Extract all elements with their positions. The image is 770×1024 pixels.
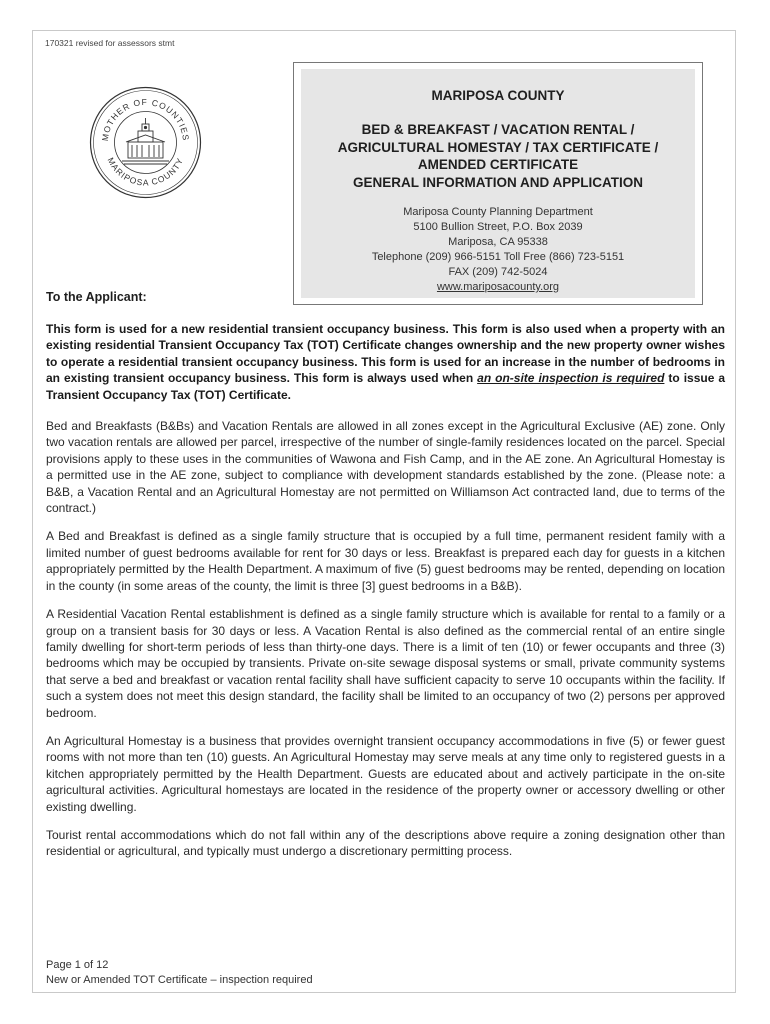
footer-subtitle: New or Amended TOT Certificate – inspection required [46, 974, 313, 986]
tourist-rental-paragraph: Tourist rental accommodations which do not fall within any of the descriptions above require a zoning designation other than residential or agricultural, and typically must undergo a discretionary permitting process. [46, 827, 725, 859]
department-name: Mariposa County Planning Department [403, 206, 593, 218]
street-address: 5100 Bullion Street, P.O. Box 2039 [413, 221, 583, 233]
intro-text: This form is used for a new residential transient occupancy business. This form is also used when a property with an existing residential Transient Occupancy Tax (TOT) Certificate changes ownership and the new property owner wishes to operate a residential transient occupancy business. This form is used for an increase in the number of bedrooms in an existing transient occupancy business. This form is always used when [46, 322, 725, 386]
header-box [293, 62, 703, 305]
form-title-line: AMENDED CERTIFICATE [417, 157, 579, 172]
form-title [301, 121, 695, 191]
intro-paragraph [46, 321, 725, 403]
page-number: Page 1 of 12 [46, 959, 109, 971]
form-title-line: AGRICULTURAL HOMESTAY / TAX CERTIFICATE / [337, 139, 659, 155]
header-panel [301, 69, 695, 298]
to-applicant-heading: To the Applicant: [46, 290, 147, 304]
courthouse-icon [122, 118, 169, 164]
form-title-line: GENERAL INFORMATION AND APPLICATION [353, 174, 643, 190]
intro-text-end: to issue a Transient Occupancy Tax (TOT) Certificate. [46, 371, 726, 402]
revision-note: 170321 revised for assessors stmt [45, 38, 175, 48]
telephone: Telephone (209) 966-5151 Toll Free (866) 723-5151 [371, 251, 625, 263]
website-link[interactable]: www.mariposacounty.org [436, 281, 560, 293]
agricultural-homestay-definition: An Agricultural Homestay is a business that provides overnight transient occupancy accommodations in five (5) or fewer guest rooms with not more than ten (10) guests. An Agricultural Homestay may serve meals at any time only to registered guests in a kitchen appropriately permitted by the Health Department. Guests are educated about and actively participate in the on-site agricultural activities. Agricultural homestays are located in the residence of the property owner or accessory dwelling or other existing dwelling. [46, 733, 725, 814]
county-seal-logo [88, 85, 203, 200]
city-address: Mariposa, CA 95338 [448, 236, 548, 248]
county-title: MARIPOSA COUNTY [431, 88, 565, 103]
seal-bottom-text: MARIPOSA COUNTY [105, 155, 186, 188]
vacation-rental-definition: A Residential Vacation Rental establishment is defined as a single family structure which is available for rental to a family or a group on a transient basis for 30 days or less. A Vacation Rental is also defined as the commercial rental of an entire single family dwelling for short-term periods of less than thirty-one days. There is a limit of ten (10) or fewer occupants and three (3) bedrooms which may be occupied by transients. Private on-site sewage disposal systems or small, private community systems that serve a bed and breakfast or vacation rental facility shall have sufficient capacity to serve 10 occupants within the facility. If such a system does not meet this design standard, the facility shall be limited to an occupancy of two (2) persons per approved bedroom. [46, 607, 725, 720]
form-title-line: BED & BREAKFAST / VACATION RENTAL / [361, 122, 635, 137]
bed-and-breakfast-definition: A Bed and Breakfast is defined as a single family structure that is occupied by a full time, permanent resident family with a limited number of guest bedrooms available for rent for 30 days or less. Breakfast is prepared each day for guests in a kitchen appropriately permitted by the Health Department. A maximum of five (5) guest bedrooms may be rented, depending on location in the county (in some areas of the county, the limit is three [3] guest bedrooms in a B&B). [46, 529, 725, 593]
seal-top-text: MOTHER OF COUNTIES [99, 96, 192, 142]
zoning-paragraph: Bed and Breakfasts (B&Bs) and Vacation Rentals are allowed in all zones except in the Agricultural Exclusive (AE) zone. Only two vacation rentals are allowed per parcel, irrespective of the number of single-family residences located on the parcel. Special provisions apply to these uses in the communities of Wawona and Fish Camp, and in the AE zone. An Agricultural Homestay is a permitted use in the AE zone, subject to compliance with development standards established by the zone. (Please note: a B&B, a Vacation Rental and an Agricultural Homestay are not permitted on Williamson Act contracted land, due to terms of the contract.) [46, 419, 725, 516]
fax: FAX (209) 742-5024 [448, 266, 548, 278]
document-body [46, 321, 725, 872]
page-footer [46, 958, 313, 988]
contact-block [301, 205, 695, 295]
inspection-required-emphasis: an on-site inspection is required [477, 371, 665, 386]
